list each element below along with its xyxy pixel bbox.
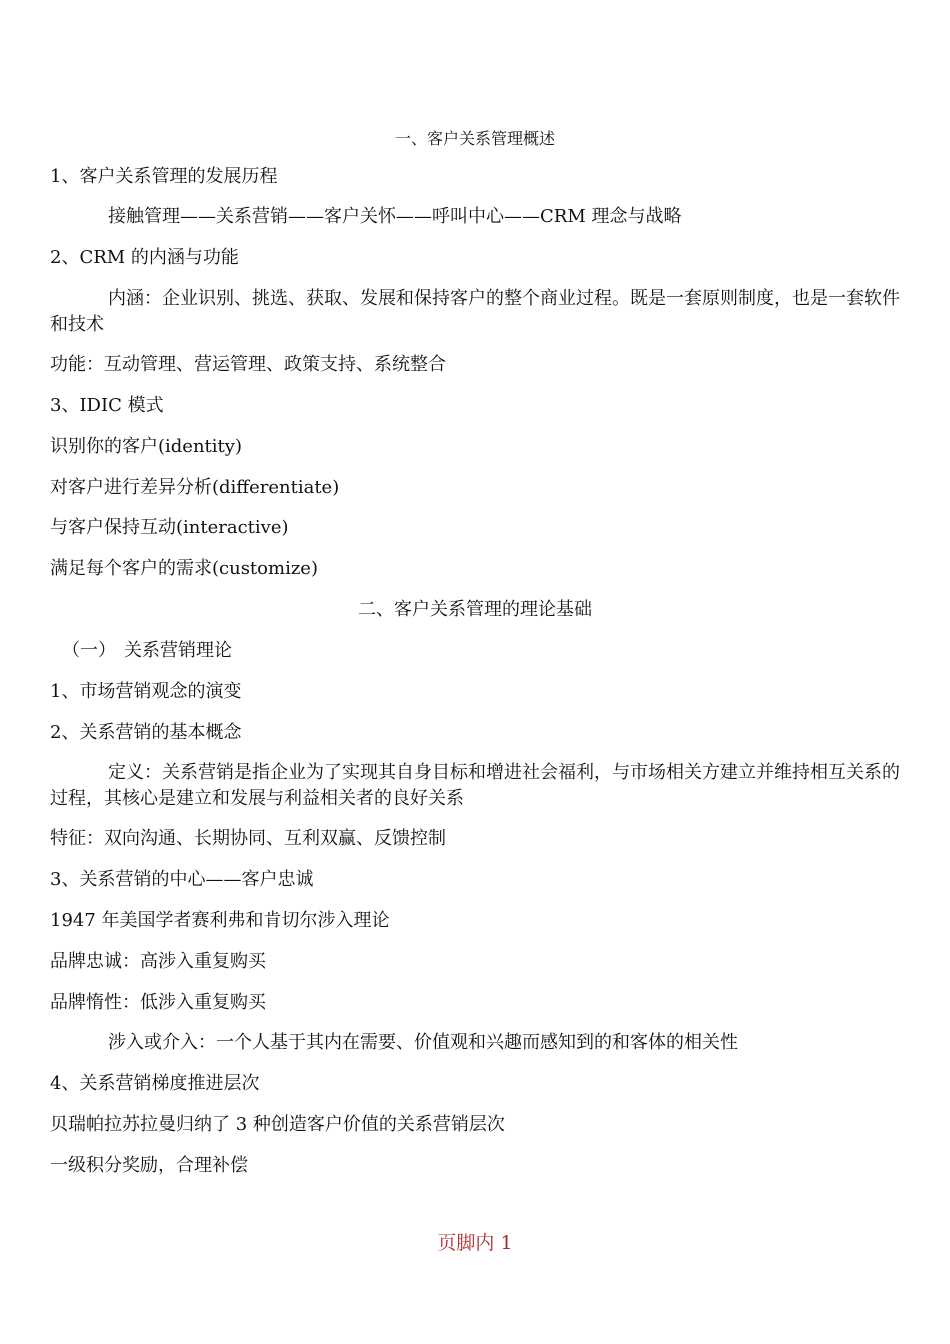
heading-2-2: 2、关系营销的基本概念	[50, 722, 242, 743]
idic-item-4: 满足每个客户的需求(customize)	[50, 558, 318, 579]
paragraph-brand-loyalty: 品牌忠诚：高涉入重复购买	[50, 951, 266, 972]
paragraph-berry: 贝瑞帕拉苏拉曼归纳了 3 种创造客户价值的关系营销层次	[50, 1114, 505, 1135]
heading-1-2: 2、CRM 的内涵与功能	[50, 247, 239, 268]
paragraph-1947: 1947 年美国学者赛利弗和肯切尔涉入理论	[50, 910, 390, 931]
heading-1-1: 1、客户关系管理的发展历程	[50, 166, 278, 187]
heading-2-4: 4、关系营销梯度推进层次	[50, 1073, 260, 1094]
section-title-2: 二、客户关系管理的理论基础	[358, 599, 592, 620]
paragraph-level-1: 一级积分奖励，合理补偿	[50, 1155, 248, 1176]
heading-2-1: 1、市场营销观念的演变	[50, 681, 242, 702]
subsection-heading	[62, 638, 900, 664]
idic-item-1: 识别你的客户(identity)	[50, 436, 242, 457]
subsection-number: （一）	[62, 640, 116, 661]
section-title-1: 一、客户关系管理概述	[394, 129, 555, 148]
paragraph-involvement: 涉入或介入：一个人基于其内在需要、价值观和兴趣而感知到的和客体的相关性	[108, 1032, 738, 1053]
idic-item-3: 与客户保持互动(interactive)	[50, 517, 289, 538]
paragraph-function: 功能：互动管理、营运管理、政策支持、系统整合	[50, 354, 446, 375]
paragraph-feature: 特征：双向沟通、长期协同、互利双赢、反馈控制	[50, 828, 446, 849]
heading-2-3: 3、关系营销的中心——客户忠诚	[50, 869, 314, 890]
paragraph-connotation: 内涵：企业识别、挑选、获取、发展和保持客户的整个商业过程。既是一套原则制度，也是一套软件和技术	[50, 288, 900, 335]
paragraph-brand-inertia: 品牌惰性：低涉入重复购买	[50, 992, 266, 1013]
subsection-title: 关系营销理论	[124, 640, 232, 661]
heading-1-3: 3、IDIC 模式	[50, 395, 164, 416]
page-footer: 页脚内 1	[437, 1232, 513, 1254]
idic-item-2: 对客户进行差异分析(differentiate)	[50, 477, 340, 498]
paragraph-definition: 定义：关系营销是指企业为了实现其自身目标和增进社会福利，与市场相关方建立并维持相互关系的过程，其核心是建立和发展与利益相关者的良好关系	[50, 762, 900, 809]
paragraph-history: 接触管理——关系营销——客户关怀——呼叫中心——CRM 理念与战略	[108, 206, 682, 227]
